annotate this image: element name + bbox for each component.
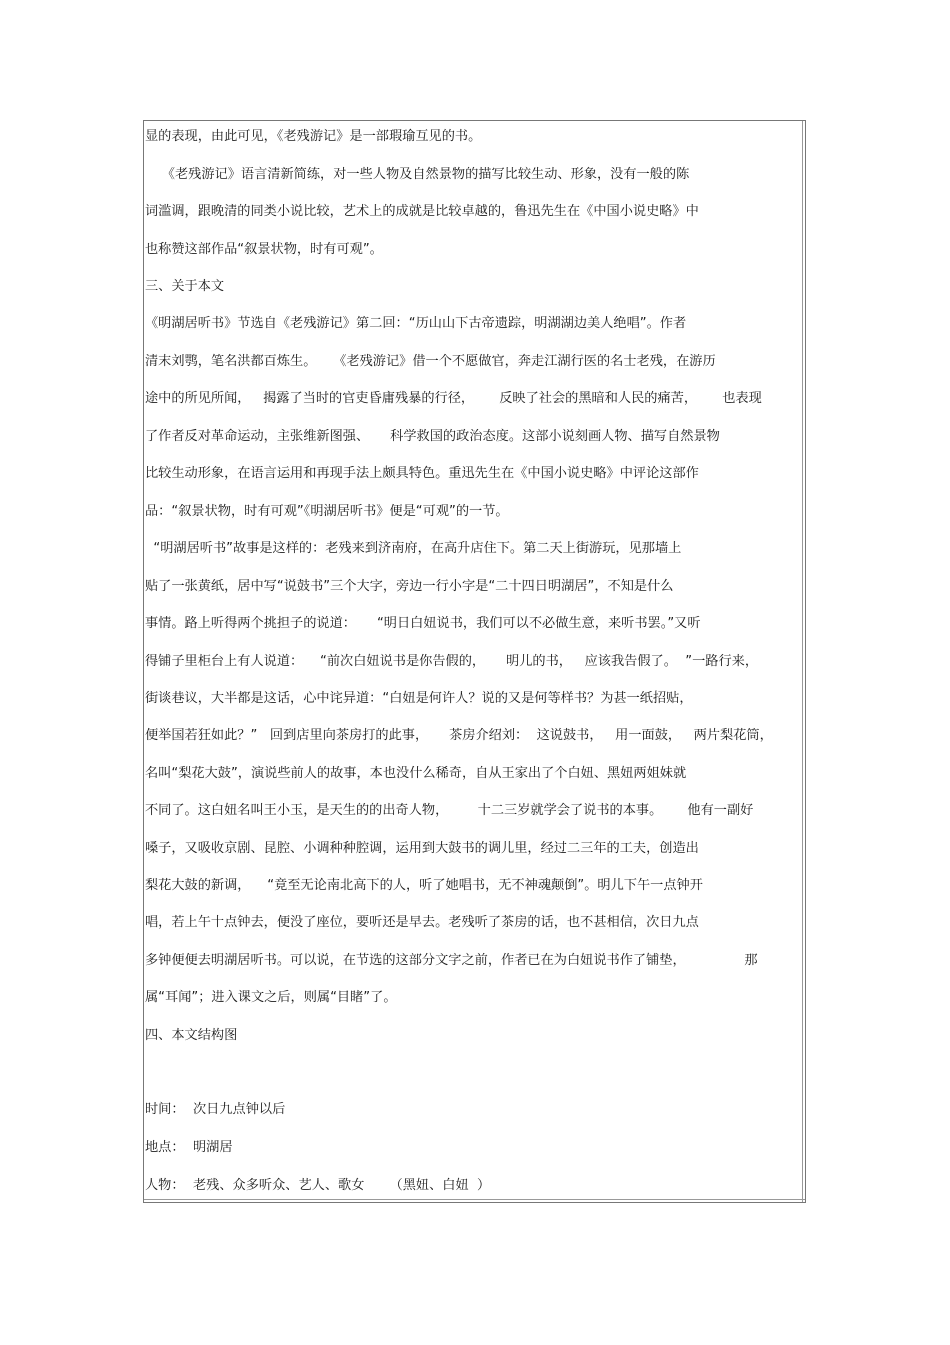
text-line: 唱，若上午十点钟去，便没了座位，要听还是早去。老残听了茶房的话，也不甚相信，次日九点	[145, 915, 699, 930]
section-heading: 三、关于本文	[145, 279, 225, 294]
text-line: 街谈巷议，大半都是这话，心中诧异道：“白妞是何许人？说的又是何等样书？为甚一纸招贴，	[145, 691, 693, 706]
text-line: 属“耳闻”；进入课文之后，则属“目睹”了。	[145, 990, 397, 1005]
text-line: 品：“叙景状物，时有可观”《明湖居听书》便是“可观”的一节。	[145, 504, 509, 519]
text-line: 途中的所见所闻， 揭露了当时的官吏昏庸残暴的行径， 反映了社会的黑暗和人民的痛苦， 也表现	[145, 391, 762, 406]
structure-characters: 人物： 老残、众多听众、艺人、歌女 （黑妞、白妞 ）	[145, 1178, 491, 1193]
text-line: 梨花大鼓的新调， “竟至无论南北高下的人，听了她唱书，无不神魂颠倒”。明儿下午一点钟开	[145, 878, 703, 893]
text-line: 多钟便便去明湖居听书。可以说，在节选的这部分文字之前，作者已在为白妞说书作了铺垫， 那	[145, 953, 758, 968]
text-line: 清末刘鹗，笔名洪都百炼生。 《老残游记》借一个不愿做官，奔走江湖行医的名士老残，在游历	[145, 354, 716, 369]
text-line: 得铺子里柜台上有人说道： “前次白妞说书是你告假的， 明儿的书， 应该我告假了。 ”一路行来，	[145, 654, 759, 669]
structure-time: 时间： 次日九点钟以后	[145, 1102, 286, 1117]
text-line: 显的表现，由此可见，《老残游记》是一部瑕瑜互见的书。	[145, 129, 482, 144]
text-line: “明湖居听书”故事是这样的：老残来到济南府，在高升店住下。第二天上街游玩，见那墙上	[145, 541, 682, 556]
frame-bottom-rule	[144, 1199, 805, 1200]
text-line: 贴了一张黄纸，居中写“说鼓书”三个大字，旁边一行小字是“二十四日明湖居”，不知是什么	[145, 579, 674, 594]
structure-place: 地点： 明湖居	[145, 1140, 233, 1155]
text-line: 嗓子，又吸收京剧、昆腔、小调种种腔调，运用到大鼓书的调儿里，经过二三年的工夫，创造出	[145, 841, 699, 856]
text-line: 便举国若狂如此？” 回到店里向茶房打的此事， 茶房介绍刘： 这说鼓书， 用一面鼓， 两片梨花筒，	[145, 728, 773, 743]
text-line: 了作者反对革命运动，主张维新图强、 科学救国的政治态度。这部小说刻画人物、描写自然景物	[145, 429, 720, 444]
frame-right-rule	[802, 121, 803, 1202]
text-line: 《老残游记》语言清新简练，对一些人物及自然景物的描写比较生动、形象，没有一般的陈	[145, 167, 690, 182]
text-line: 词滥调，跟晚清的同类小说比较，艺术上的成就是比较卓越的，鲁迅先生在《中国小说史略》中	[145, 204, 699, 219]
text-line: 比较生动形象，在语言运用和再现手法上颇具特色。重迅先生在《中国小说史略》中评论这部作	[145, 466, 699, 481]
text-line: 不同了。这白妞名叫王小玉，是天生的的出奇人物， 十二三岁就学会了说书的本事。 他有一副好	[145, 803, 754, 818]
text-line: 名叫“梨花大鼓”，演说些前人的故事，本也没什么稀奇，自从王家出了个白妞、黑妞两姐妹就	[145, 766, 687, 781]
text-line: 事情。路上听得两个挑担子的说道： “明日白妞说书，我们可以不必做生意，来听书罢。”又听	[145, 616, 701, 631]
text-line: 《明湖居听书》节选自《老残游记》第二回：“历山山下古帝遗踪，明湖湖边美人绝唱”。作者	[145, 316, 687, 331]
text-line: 也称赞这部作品“叙景状物，时有可观”。	[145, 242, 383, 257]
section-heading: 四、本文结构图	[145, 1028, 238, 1043]
